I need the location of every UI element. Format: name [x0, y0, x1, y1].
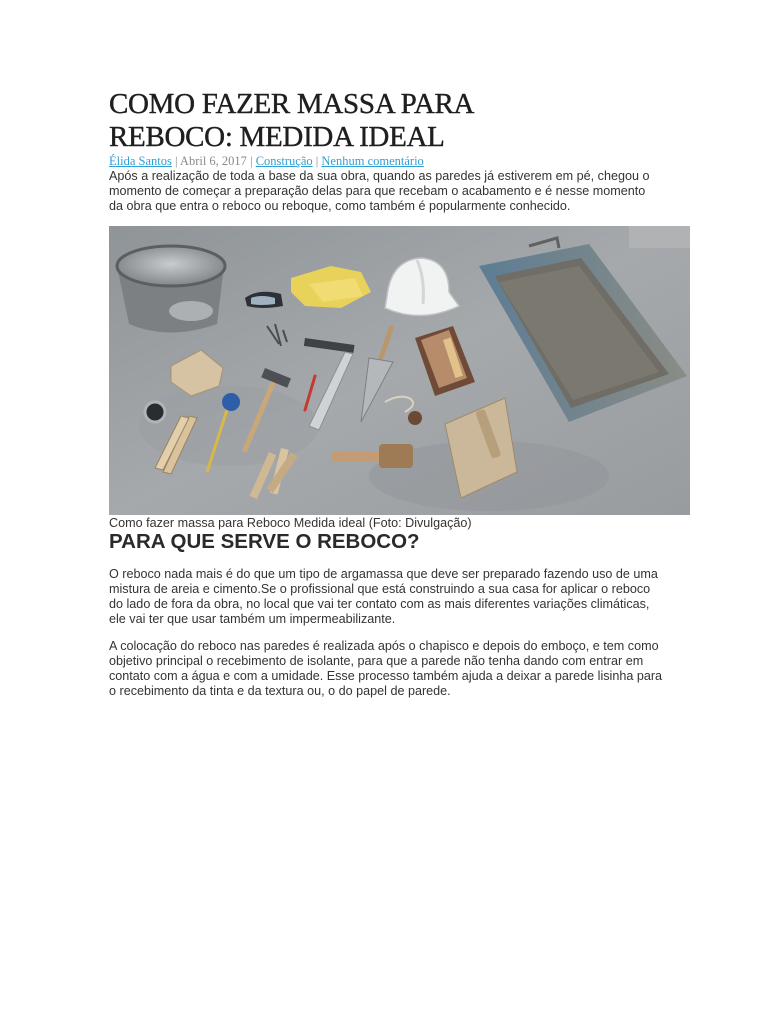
bucket-icon: [117, 246, 225, 333]
author-link[interactable]: Élida Santos: [109, 154, 172, 168]
post-date: Abril 6, 2017: [179, 154, 247, 168]
meta-separator: |: [246, 154, 256, 168]
comments-link[interactable]: Nenhum comentário: [321, 154, 424, 168]
title-line-1: COMO FAZER MASSA PARA: [109, 88, 475, 120]
article: [109, 88, 693, 699]
paragraph-1: O reboco nada mais é do que um tipo de argamassa que deve ser preparado fazendo uso de uma mistura de areia e cimento.Se o profissional que está construindo a sua casa for aplicar o reboco do lado de fora da obra, no local que vai ter contato com as mais diferentes variações climáticas, ele vai ter que usar também um impermeabilizante.: [109, 567, 658, 626]
photo-caption: Como fazer massa para Reboco Medida ideal (Foto: Divulgação): [109, 516, 472, 530]
section-heading: PARA QUE SERVE O REBOCO?: [109, 530, 420, 553]
tools-photo-image: [109, 226, 690, 515]
meta-separator: |: [171, 154, 180, 168]
intro-paragraph: Após a realização de toda a base da sua obra, quando as paredes já estiverem em pé, chegou o momento de começar a preparação delas para que recebam o acabamento e é nesse momento da obra que entra o reboco ou reboque, como também é popularmente conhecido.: [109, 169, 650, 213]
page-title: [109, 88, 693, 154]
category-link[interactable]: Construção: [255, 154, 313, 168]
meta-separator: |: [312, 154, 322, 168]
paragraph-2: A colocação do reboco nas paredes é realizada após o chapisco e depois do emboço, e tem como objetivo principal o recebimento de isolante, para que a parede não tenha dando com entrar em contato com a água e com a umidade. Esse processo também ajuda a deixar a parede lisinha para o recebimento da tinta e da textura ou, o do papel de parede.: [109, 639, 663, 698]
post-meta: [109, 155, 693, 168]
article-photo: [109, 226, 690, 515]
title-line-2: REBOCO: MEDIDA IDEAL: [109, 121, 445, 153]
